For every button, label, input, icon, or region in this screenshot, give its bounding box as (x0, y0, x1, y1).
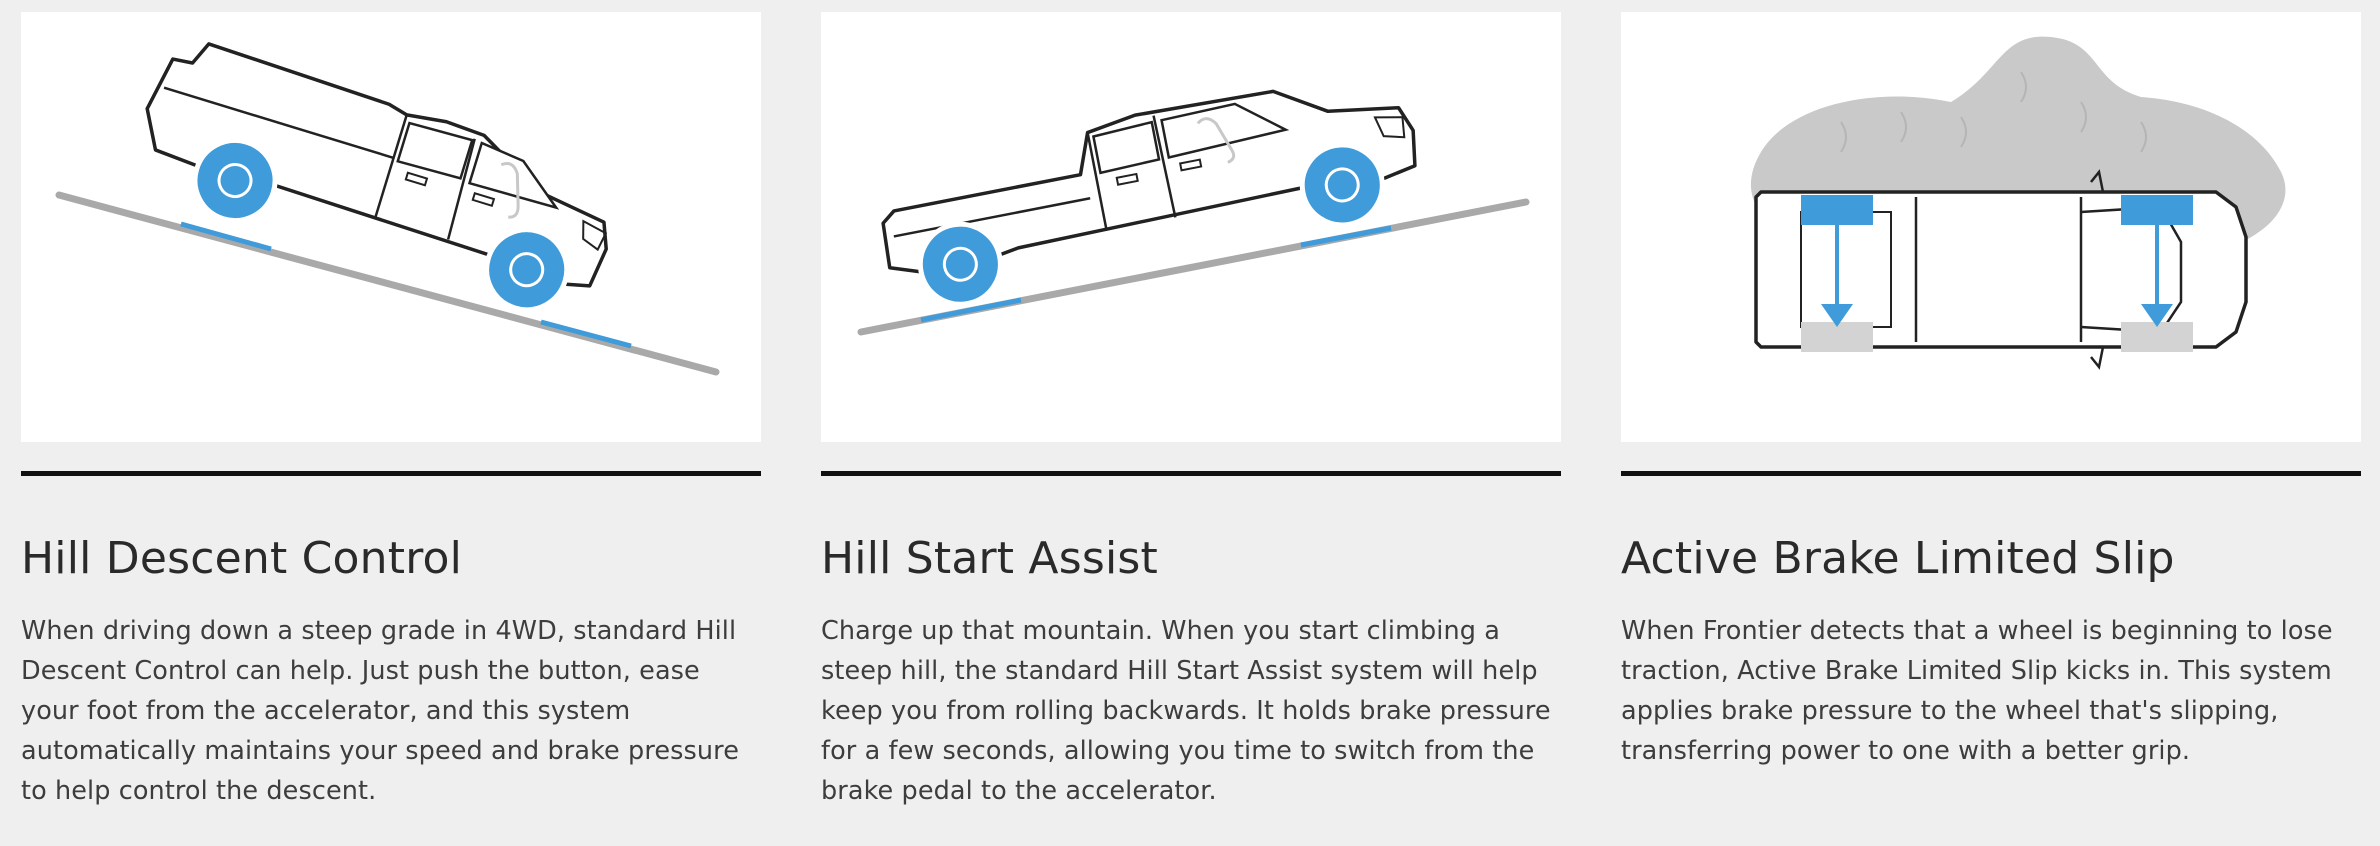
truck-descending-hill-icon (21, 12, 761, 442)
feature-description: When driving down a steep grade in 4WD, standard Hill Descent Control can help. Just push the button, ease your foot from the accelerator, and this system automatically maintains your speed and brake pressure to help control the descent. (21, 616, 739, 807)
feature-card-hill-start (821, 12, 1561, 837)
divider-rule (21, 471, 761, 476)
divider-rule (1621, 471, 2361, 476)
feature-title: Active Brake Limited Slip (1621, 533, 2175, 584)
feature-card-active-brake (1621, 12, 2361, 797)
feature-title: Hill Descent Control (21, 533, 463, 584)
feature-card-hill-descent (21, 12, 761, 837)
feature-title: Hill Start Assist (821, 533, 1158, 584)
divider-rule (821, 471, 1561, 476)
truck-top-view-brake-icon (1621, 12, 2361, 442)
feature-description: Charge up that mountain. When you start climbing a steep hill, the standard Hill Start Assist system will help keep you from rolling backwards. It holds brake pressure for a few seconds, allowing you time to switch from the brake pedal to the accelerator. (821, 616, 1551, 807)
feature-description: When Frontier detects that a wheel is beginning to lose traction, Active Brake Limited Slip kicks in. This system applies brake pressure to the wheel that's slipping, transferring power to one with a better grip. (1621, 616, 2333, 767)
truck-climbing-hill-icon (821, 12, 1561, 442)
